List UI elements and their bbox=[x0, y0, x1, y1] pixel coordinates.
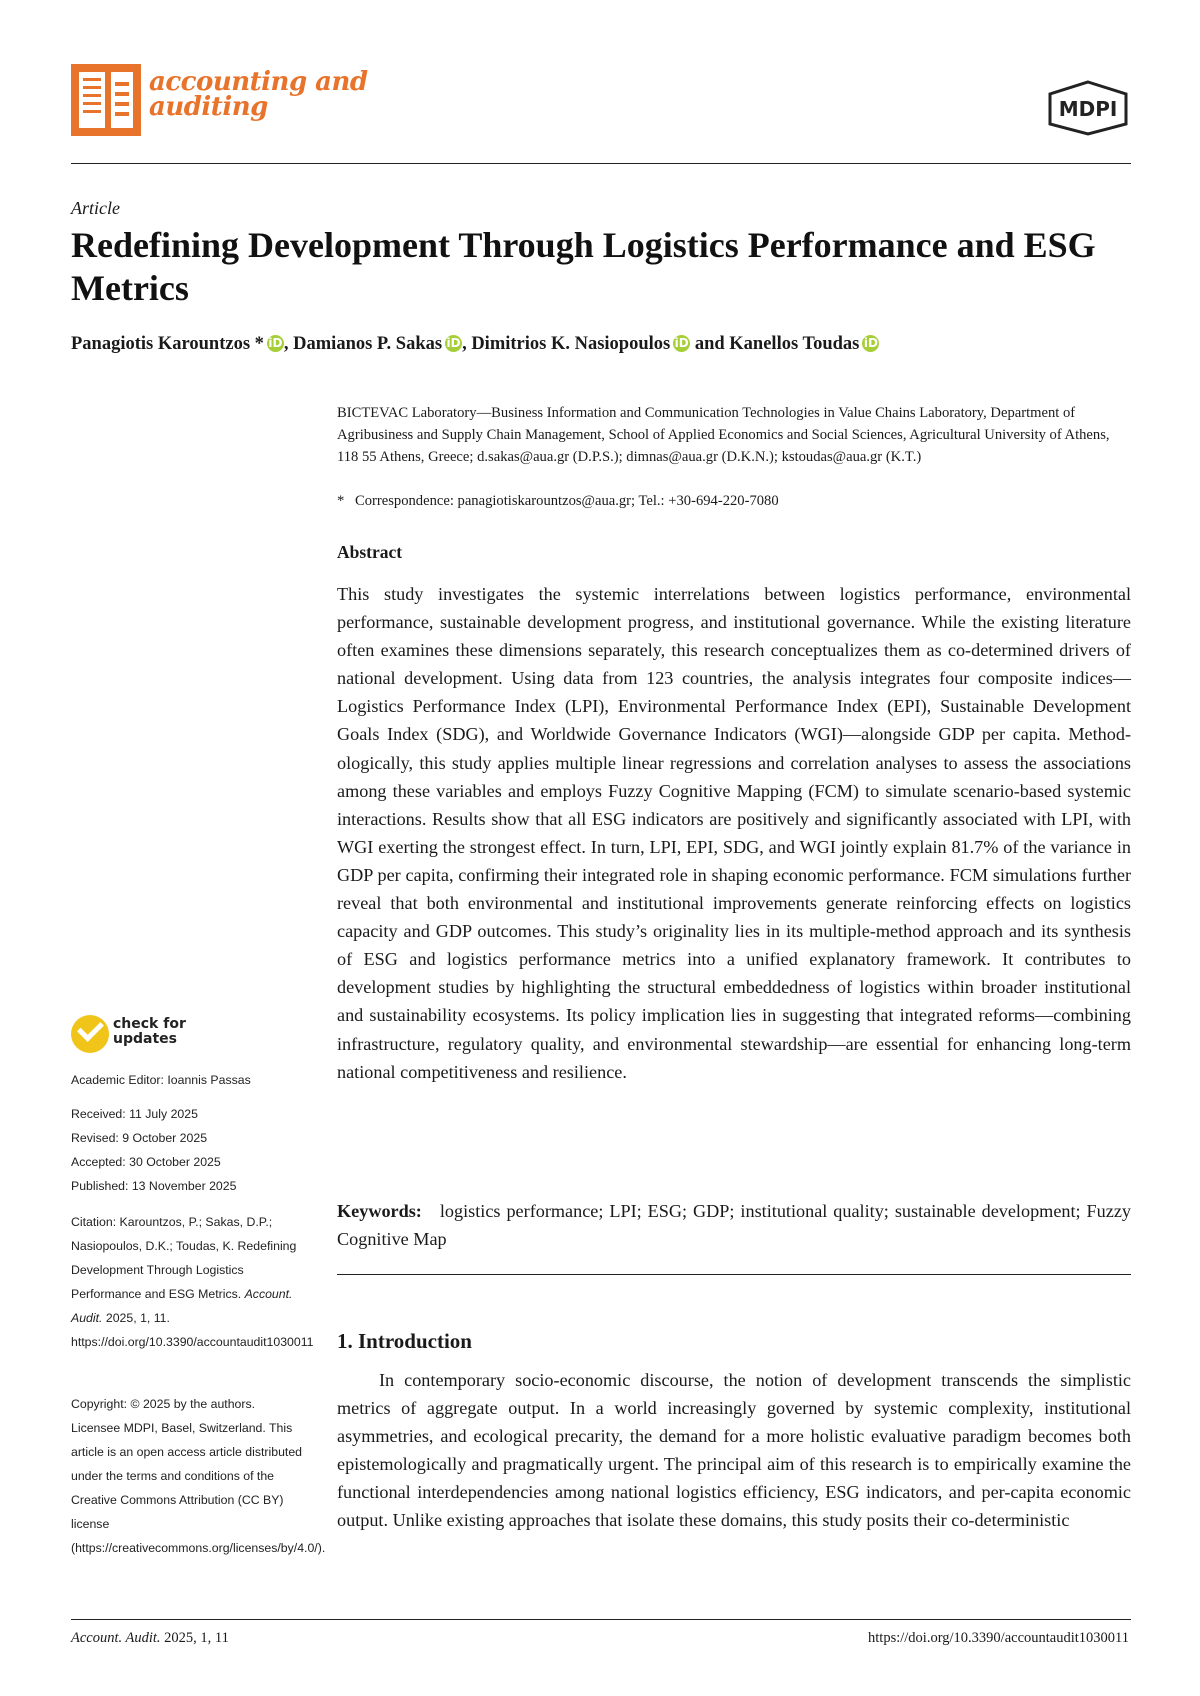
affiliation: BICTEVAC Laboratory—Business Information and Communication Technologies in Value Chains Laboratory, Department of Agribusiness and Supply Chain Management, School of Applied Economics and Social Sciences, Agricultural University of Athens, 118 55 Athens, Greece; d.sakas@aua.gr (D.P.S.); dimnas@aua.gr (D.K.N.); kstoudas@aua.gr (K.T.) bbox=[337, 405, 1110, 465]
journal-logo-icon bbox=[71, 64, 141, 136]
section-heading: 1. Introduction bbox=[337, 1329, 472, 1353]
academic-editor: Academic Editor: Ioannis Passas bbox=[71, 1073, 251, 1087]
correspondence: * Correspondence: panagiotiskarountzos@aua.gr; Tel.: +30-694-220-7080 bbox=[337, 493, 779, 509]
author-name[interactable]: Dimitrios K. Nasiopoulos bbox=[471, 334, 671, 354]
footer-doi-link[interactable]: https://doi.org/10.3390/accountaudit1030011 bbox=[868, 1630, 1129, 1646]
author-list: Panagiotis Karountzos * iD, Damianos P. Sakas iD, Dimitrios K. Nasiopoulos iD and Kanellos Toudas iD bbox=[71, 334, 878, 354]
svg-text:MDPI: MDPI bbox=[1058, 97, 1118, 121]
footer-divider bbox=[71, 1619, 1131, 1620]
article-type: Article bbox=[71, 198, 120, 218]
journal-name: accounting and auditing bbox=[149, 67, 368, 122]
author-name[interactable]: Damianos P. Sakas bbox=[293, 334, 443, 354]
author-name[interactable]: Panagiotis Karountzos bbox=[71, 334, 251, 354]
orcid-icon[interactable]: iD bbox=[268, 336, 283, 350]
citation: Citation: Karountzos, P.; Sakas, D.P.; Nasiopoulos, D.K.; Toudas, K. Redefining Development Through Logistics Performance and ESG Metrics. Account. Audit. 2025, 1, 11. https://doi.org/10.3390/accountaudit1030011 bbox=[71, 1215, 314, 1349]
accepted-date: Accepted: 30 October 2025 bbox=[71, 1155, 221, 1169]
paper-title: Redefining Development Through Logistics Performance and ESG Metrics bbox=[71, 225, 1096, 308]
check-for-updates-button[interactable]: check for updates bbox=[71, 1015, 191, 1057]
mdpi-logo-icon bbox=[1046, 80, 1130, 136]
published-date: Published: 13 November 2025 bbox=[71, 1179, 237, 1193]
dates-block bbox=[71, 1102, 311, 1198]
orcid-icon[interactable]: iD bbox=[863, 336, 878, 350]
copyright-notice: Copyright: © 2025 by the authors. Licensee MDPI, Basel, Switzerland. This article is an open access article distributed under the terms and conditions of the Creative Commons Attribution (CC BY) license (https://creativecommons.org/licenses/by/4.0/). bbox=[71, 1397, 326, 1555]
intro-text: In contemporary socio-economic discourse, the notion of development transcends the simplistic metrics of aggregate output. In a world increasingly governed by systemic complexity, institutional asymmetries, and ecological precarity, the demand for a more holistic evaluative paradigm becomes both epistemologically and pragmatically urgent. The principal aim of this research is to empirically examine the functional interdependencies among national logistics efficiency, ESG indicators, and per-capita economic output. Unlike existing approaches that isolate these domains, this study posits their co-deterministic bbox=[337, 1370, 1131, 1531]
keywords-label: Keywords: bbox=[337, 1201, 422, 1221]
footer-citation: Account. Audit. 2025, 1, 11 bbox=[71, 1630, 229, 1646]
orcid-icon[interactable]: iD bbox=[446, 336, 461, 350]
author-name[interactable]: Kanellos Toudas bbox=[729, 334, 860, 354]
check-updates-icon bbox=[71, 1015, 109, 1053]
keywords bbox=[337, 1197, 1131, 1253]
abstract-heading: Abstract bbox=[337, 542, 403, 562]
keywords-list: logistics performance; LPI; ESG; GDP; institutional quality; sustainable development; Fuzzy Cognitive Map bbox=[337, 1201, 1131, 1249]
revised-date: Revised: 9 October 2025 bbox=[71, 1131, 208, 1145]
abstract-text: This study investigates the systemic interrelations between logistics performance, environmental performance, sustainable development progress, and institutional governance. While the existing literature often examines these dimensions separately, this research conceptualizes them as co-determined drivers of national development. Using data from 123 countries, the analysis integrates four composite indices—Logistics Performance Index (LPI), Environmental Performance Index (EPI), Sustainable Development Goals Index (SDG), and Worldwide Governance Indicators (WGI)—alongside GDP per capita. Methodologically, this study applies multiple linear regressions and correlation analyses to assess the associations among these variables and employs Fuzzy Cognitive Mapping (FCM) to simulate scenario-based systemic interactions. Results show that all ESG indicators are positively and significantly associated with LPI, with WGI exerting the strongest effect. In turn, LPI, EPI, SDG, and WGI jointly explain 81.7% of the variance in GDP per capita, confirming their integrated role in shaping economic performance. FCM simulations further reveal that both environmental and institutional improvements generate reinforcing effects on logistics capacity and GDP outcomes. This study’s originality lies in its multiple-method approach and its synthesis of ESG and logistics performance metrics into a unified explanatory framework. It contributes to development studies by highlighting the structural embeddedness of logistics within broader institutional and sustainability ecosystems. Its policy implication lies in suggesting that integrated reforms—combining infrastructure, regulatory quality, and environmental stewardship—are essential for enhancing long-term national competitiveness and resilience. bbox=[337, 584, 1131, 1082]
corresponding-mark: * bbox=[254, 334, 264, 354]
header-divider bbox=[71, 163, 1131, 164]
orcid-icon[interactable]: iD bbox=[674, 336, 689, 350]
received-date: Received: 11 July 2025 bbox=[71, 1107, 198, 1121]
section-divider bbox=[337, 1274, 1131, 1275]
